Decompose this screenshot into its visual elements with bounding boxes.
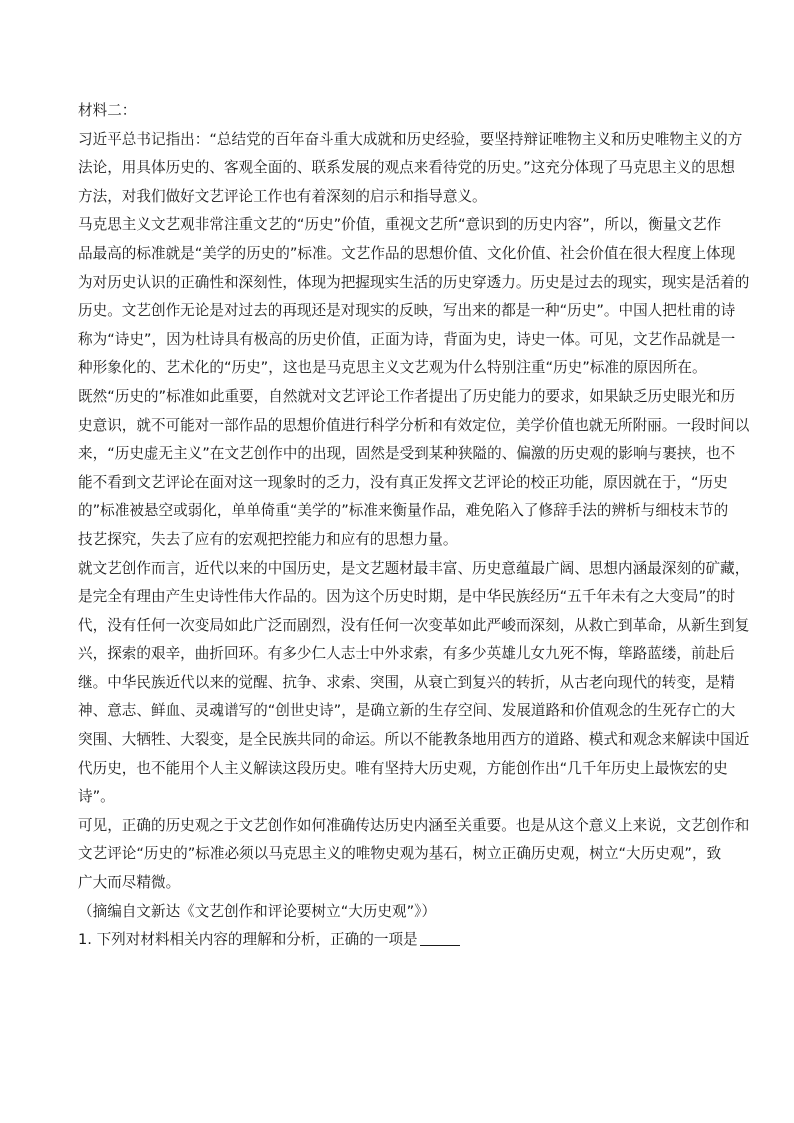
paragraph xyxy=(78,126,743,212)
paragraph-line: 称为“诗史”，因为杜诗具有极高的历史价值，正面为诗，背面为史，诗史一体。可见，文艺作品就是一 xyxy=(78,330,736,348)
paragraph-line: 文艺评论“历史的”标准必须以马克思主义的唯物史观为基石，树立正确历史观，树立“大历史观”，致 xyxy=(78,845,722,863)
source-note: （摘编自文新达《文艺创作和评论要树立“大历史观”》） xyxy=(78,902,437,920)
paragraph-line: 是完全有理由产生史诗性伟大作品的。因为这个历史时期，是中华民族经历“五千年未有之大变局”的时 xyxy=(78,588,736,606)
paragraph-line: 马克思主义文艺观非常注重文艺的“历史”价值，重视文艺所“意识到的历史内容”，所以，衡量文艺作 xyxy=(78,216,722,234)
section-title: 材料二： xyxy=(78,102,137,119)
paragraph-line: 兴，探索的艰辛，曲折回环。有多少仁人志士中外求索，有多少英雄儿女九死不悔，筚路蓝缕，前赴后 xyxy=(78,645,735,663)
paragraph xyxy=(78,555,750,812)
paragraph-line: 广大而尽精微。 xyxy=(78,874,181,892)
paragraph-line: 神、意志、鲜血、灵魂谱写的“创世史诗”，是确立新的生存空间、发展道路和价值观念的生死存亡的大 xyxy=(78,702,736,720)
document-page xyxy=(78,97,750,955)
paragraph-line: 代，没有任何一次变局如此广泛而剧烈，没有任何一次变革如此严峻而深刻，从救亡到革命，从新生到复 xyxy=(78,616,750,634)
paragraph-line: 既然“历史的”标准如此重要，自然就对文艺评论工作者提出了历史能力的要求，如果缺乏历史眼光和历 xyxy=(78,387,736,405)
paragraph-line: 就文艺创作而言，近代以来的中国历史，是文艺题材最丰富、历史意蕴最广阔、思想内涵最深刻的矿藏， xyxy=(78,559,750,577)
paragraph-line: 代历史，也不能用个人主义解读这段历史。唯有坚持大历史观，方能创作出“几千年历史上最恢宏的史 xyxy=(78,759,728,777)
paragraph-line: 突围、大牺牲、大裂变，是全民族共同的命运。所以不能教条地用西方的道路、模式和观念来解读中国近 xyxy=(78,731,750,749)
paragraph-line: 种形象化的、艺术化的“历史”，这也是马克思主义文艺观为什么特别注重“历史”标准的原因所在。 xyxy=(78,359,707,377)
article-body xyxy=(78,126,750,898)
paragraph-line: 的”标准被悬空或弱化，单单倚重“美学的”标准来衡量作品，难免陷入了修辞手法的辨析与细枝末节的 xyxy=(78,502,729,520)
paragraph-line: 可见，正确的历史观之于文艺创作如何准确传达历史内涵至关重要。也是从这个意义上来说，文艺创作和 xyxy=(78,816,750,834)
paragraph-line: 能不看到文艺评论在面对这一现象时的乏力，没有真正发挥文艺评论的校正功能，原因就在于，“历史 xyxy=(78,473,728,491)
paragraph-line: 历史。文艺创作无论是对过去的再现还是对现实的反映，写出来的都是一种“历史”。中国人把杜甫的诗 xyxy=(78,302,736,320)
paragraph-line: 史意识，就不可能对一部作品的思想价值进行科学分析和有效定位，美学价值也就无所附丽。一段时间以 xyxy=(78,416,750,434)
question-text: 1. 下列对材料相关内容的理解和分析，正确的一项是 xyxy=(78,931,418,949)
paragraph-line: 习近平总书记指出：“总结党的百年奋斗重大成就和历史经验，要坚持辩证唯物主义和历史唯物主义的方 xyxy=(78,130,743,148)
paragraph-line: 诗”。 xyxy=(78,788,115,806)
answer-blank[interactable] xyxy=(420,931,460,946)
question-line xyxy=(78,926,718,955)
paragraph xyxy=(78,383,750,555)
paragraph-line: 来，“历史虚无主义”在文艺创作中的出现，固然是受到某种狭隘的、偏激的历史观的影响与裹挟，也不 xyxy=(78,445,736,463)
paragraph xyxy=(78,812,750,898)
paragraph-line: 技艺探究，失去了应有的宏观把控能力和应有的思想力量。 xyxy=(78,530,458,548)
paragraph-line: 品最高的标准就是“美学的历史的”标准。文艺作品的思想价值、文化价值、社会价值在很大程度上体现 xyxy=(78,244,736,262)
paragraph-line: 方法，对我们做好文艺评论工作也有着深刻的启示和指导意义。 xyxy=(78,187,487,205)
paragraph xyxy=(78,211,750,383)
paragraph-line: 法论，用具体历史的、客观全面的、联系发展的观点来看待党的历史。”这充分体现了马克思主义的思想 xyxy=(78,159,735,177)
paragraph-line: 继。中华民族近代以来的觉醒、抗争、求索、突围，从衰亡到复兴的转折，从古老向现代的转变，是精 xyxy=(78,673,735,691)
paragraph-line: 为对历史认识的正确性和深刻性，体现为把握现实生活的历史穿透力。历史是过去的现实，现实是活着的 xyxy=(78,273,750,291)
